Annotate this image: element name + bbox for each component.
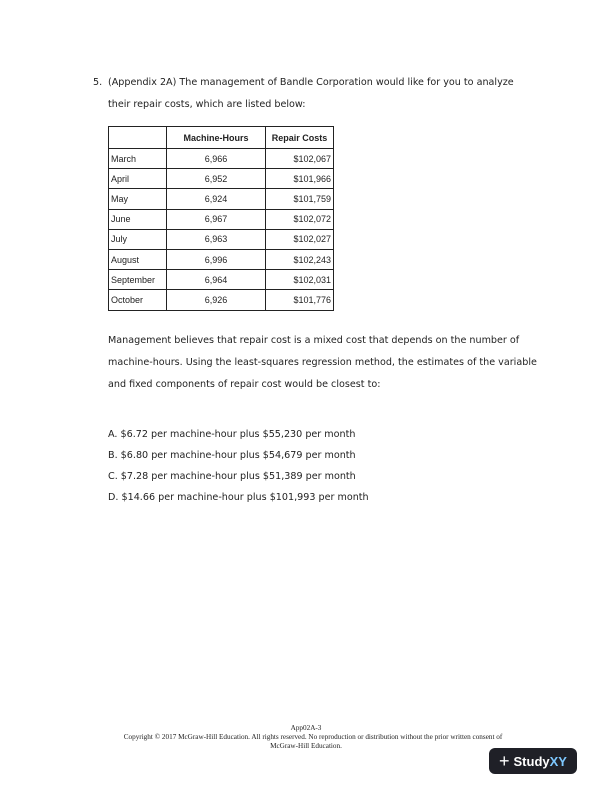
table-row (109, 249, 334, 269)
answer-choices (108, 424, 369, 508)
repair-costs-table (108, 126, 334, 311)
choice-c[interactable]: C. $7.28 per machine-hour plus $51,389 per month (108, 471, 356, 482)
machine-hours-cell: 6,966 (167, 149, 266, 169)
month-cell: June (109, 209, 167, 229)
machine-hours-cell: 6,926 (167, 290, 266, 310)
machine-hours-cell: 6,967 (167, 209, 266, 229)
repair-cost-cell: $102,072 (266, 209, 334, 229)
repair-cost-cell: $101,776 (266, 290, 334, 310)
machine-hours-cell: 6,964 (167, 270, 266, 290)
question-block (93, 72, 533, 116)
table-header-row (109, 127, 334, 149)
table-row (109, 270, 334, 290)
choice-d[interactable]: D. $14.66 per machine-hour plus $101,993 per month (108, 492, 369, 503)
table-row (109, 189, 334, 209)
repair-cost-cell: $101,759 (266, 189, 334, 209)
copyright-line-1: Copyright © 2017 McGraw-Hill Education. All rights reserved. No reproduction or distribution without the prior written consent of (123, 733, 503, 741)
repair-cost-cell: $102,031 (266, 270, 334, 290)
repair-cost-cell: $102,027 (266, 229, 334, 249)
machine-hours-cell: 6,924 (167, 189, 266, 209)
machine-hours-cell: 6,952 (167, 169, 266, 189)
repair-cost-cell: $102,243 (266, 249, 334, 269)
table-header-blank (109, 127, 167, 149)
question-number: 5. (93, 77, 103, 88)
plus-icon: + (499, 751, 510, 771)
month-cell: October (109, 290, 167, 310)
question-text: (Appendix 2A) The management of Bandle Corporation would like for you to analyze their repair costs, which are listed below: (108, 77, 514, 110)
machine-hours-cell: 6,963 (167, 229, 266, 249)
question-paragraph: Management believes that repair cost is a mixed cost that depends on the number of machine-hours. Using the least-squares regression method, the estimates of the variable and fixed components of repair cost would be closest to: (108, 335, 537, 390)
choice-a[interactable]: A. $6.72 per machine-hour plus $55,230 per month (108, 429, 356, 440)
page-footer (0, 724, 612, 751)
badge-word: Study (513, 753, 550, 769)
repair-cost-cell: $102,067 (266, 149, 334, 169)
month-cell: April (109, 169, 167, 189)
repair-cost-cell: $101,966 (266, 169, 334, 189)
page-id: App02A-3 (290, 724, 322, 732)
month-cell: May (109, 189, 167, 209)
month-cell: July (109, 229, 167, 249)
table-row (109, 209, 334, 229)
table-header-repair-costs: Repair Costs (266, 127, 334, 149)
table-row (109, 290, 334, 310)
table-row (109, 229, 334, 249)
month-cell: March (109, 149, 167, 169)
table-header-machine-hours: Machine-Hours (167, 127, 266, 149)
machine-hours-cell: 6,996 (167, 249, 266, 269)
copyright-line-2: McGraw-Hill Education. (270, 742, 342, 750)
month-cell: August (109, 249, 167, 269)
badge-suffix: XY (549, 753, 567, 769)
table-row (109, 149, 334, 169)
table-row (109, 169, 334, 189)
choice-b[interactable]: B. $6.80 per machine-hour plus $54,679 per month (108, 450, 356, 461)
month-cell: September (109, 270, 167, 290)
studyxy-badge[interactable] (489, 748, 577, 774)
